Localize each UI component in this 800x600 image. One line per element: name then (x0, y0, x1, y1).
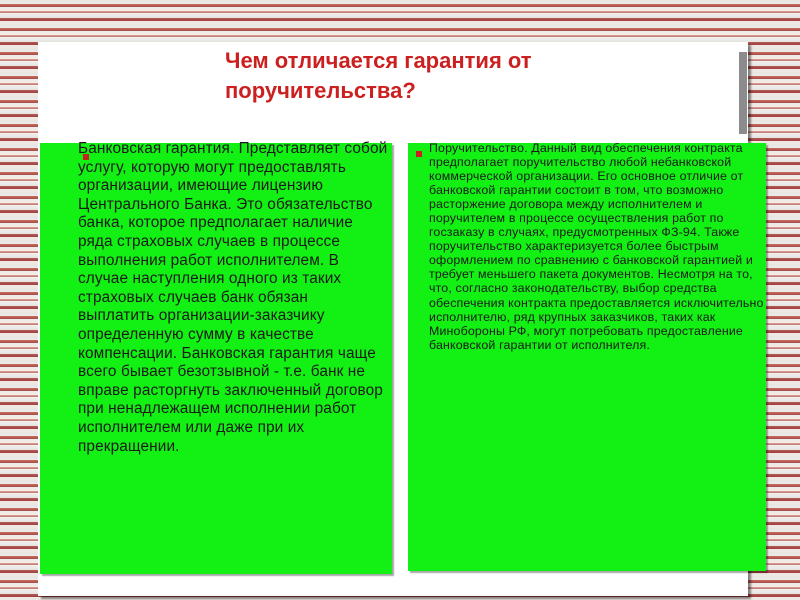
left-column-text: Банковская гарантия. Представляет собой услугу, которую могут предоставлять организации, имеющие лицензию Центрального Банка. Это обязательство банка, которое предполагает наличие ряда страховых случаев в процессе выполнения работ исполнителем. В случае наступления одного из таких страховых случаев банк обязан выплатить организации-заказчику определенную сумму в качестве компенсации. Банковская гарантия чаще всего бывает безотзывной - т.е. банк не вправе расторгнуть заключенный договор при ненадлежащем исполнении работ исполнителем или даже при их прекращении. (78, 140, 388, 455)
title-shadow-bar (739, 52, 747, 134)
slide-title: Чем отличается гарантия от поручительства? (225, 48, 532, 103)
right-column-text: Поручительство. Данный вид обеспечения контракта предполагает поручительство любой небанковской коммерческой организации. Его основное отличие от банковской гарантии состоит в том, что возможно расторжение договора между исполнителем и поручителем в процессе осуществления работ по госзаказу в случаях, предусмотренных ФЗ-94. Также поручительство характеризуется более быстрым оформлением по сравнению с банковской гарантией и требует меньшего пакета документов. Несмотря на то, что, согласно законодательству, выбор средства обеспечения контракта предоставляется исключительно исполнителю, ряд крупных заказчиков, таких как Минобороны РФ, могут потребовать предоставление банковской гарантии от исполнителя. (429, 141, 764, 352)
left-column-bank-guarantee (40, 140, 392, 574)
square-bullet-icon (416, 151, 422, 157)
right-column-suretyship (408, 143, 766, 571)
